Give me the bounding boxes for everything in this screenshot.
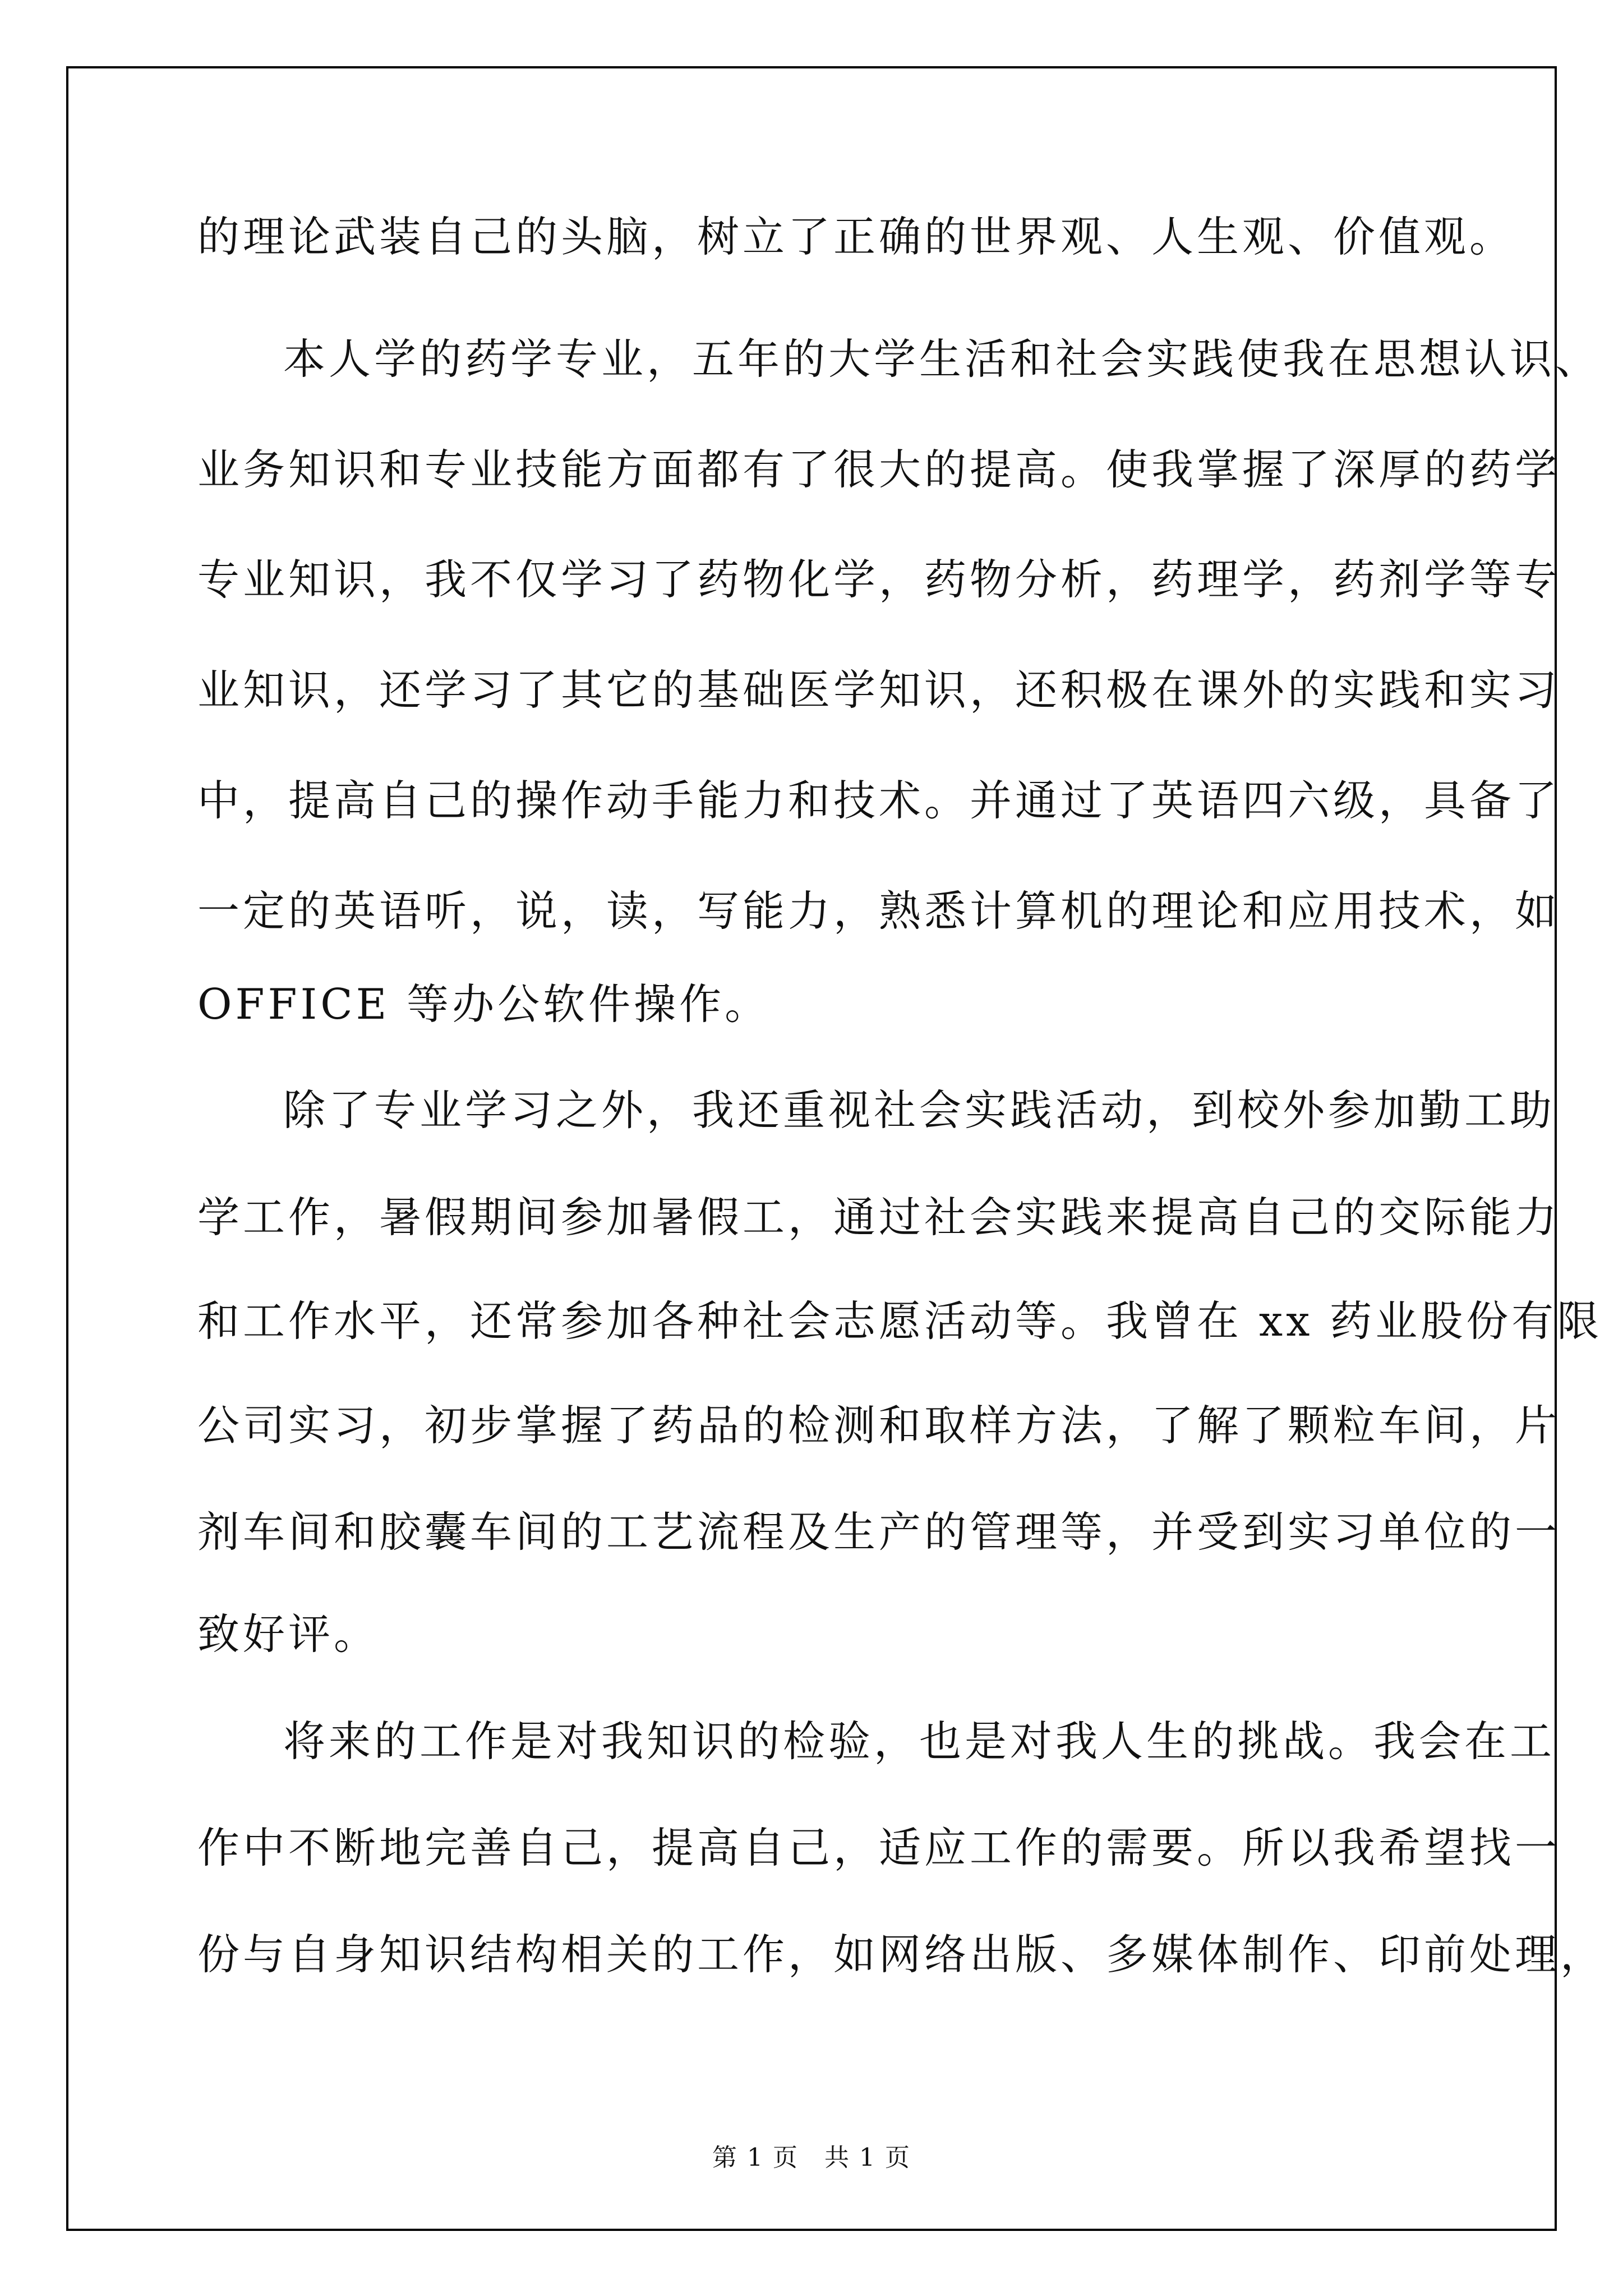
page-border bbox=[66, 66, 1557, 2231]
text-line: 份与自身知识结构相关的工作，如网络出版、多媒体制作、印前处理， bbox=[197, 1930, 1606, 1979]
text-line: 中，提高自己的操作动手能力和技术。并通过了英语四六级，具备了 bbox=[197, 776, 1561, 825]
text-line: OFFICE 等办公软件操作。 bbox=[197, 979, 771, 1029]
text-line: 一定的英语听，说，读，写能力，熟悉计算机的理论和应用技术，如 bbox=[197, 886, 1561, 936]
text-line: 公司实习，初步掌握了药品的检测和取样方法，了解了颗粒车间，片 bbox=[197, 1401, 1561, 1450]
text-line: 将来的工作是对我知识的检验，也是对我人生的挑战。我会在工 bbox=[283, 1717, 1556, 1766]
text-line: 致好评。 bbox=[197, 1609, 380, 1659]
text-line: 业知识，还学习了其它的基础医学知识，还积极在课外的实践和实习 bbox=[197, 665, 1561, 715]
text-line: 的理论武装自己的头脑，树立了正确的世界观、人生观、价值观。 bbox=[197, 212, 1515, 261]
text-line: 作中不断地完善自己，提高自己，适应工作的需要。所以我希望找一 bbox=[197, 1823, 1561, 1872]
page-footer: 第 1 页 共 1 页 bbox=[712, 2143, 911, 2172]
text-line: 除了专业学习之外，我还重视社会实践活动，到校外参加勤工助 bbox=[283, 1085, 1556, 1135]
text-line: 剂车间和胶囊车间的工艺流程及生产的管理等，并受到实习单位的一 bbox=[197, 1507, 1561, 1557]
text-line: 和工作水平，还常参加各种社会志愿活动等。我曾在 xx 药业股份有限 bbox=[197, 1296, 1603, 1346]
text-line: 本人学的药学专业，五年的大学生活和社会实践使我在思想认识、 bbox=[283, 334, 1601, 384]
text-line: 专业知识，我不仅学习了药物化学，药物分析，药理学，药剂学等专 bbox=[197, 555, 1561, 604]
text-line: 学工作，暑假期间参加暑假工，通过社会实践来提高自己的交际能力 bbox=[197, 1193, 1561, 1242]
text-line: 业务知识和专业技能方面都有了很大的提高。使我掌握了深厚的药学 bbox=[197, 445, 1561, 494]
